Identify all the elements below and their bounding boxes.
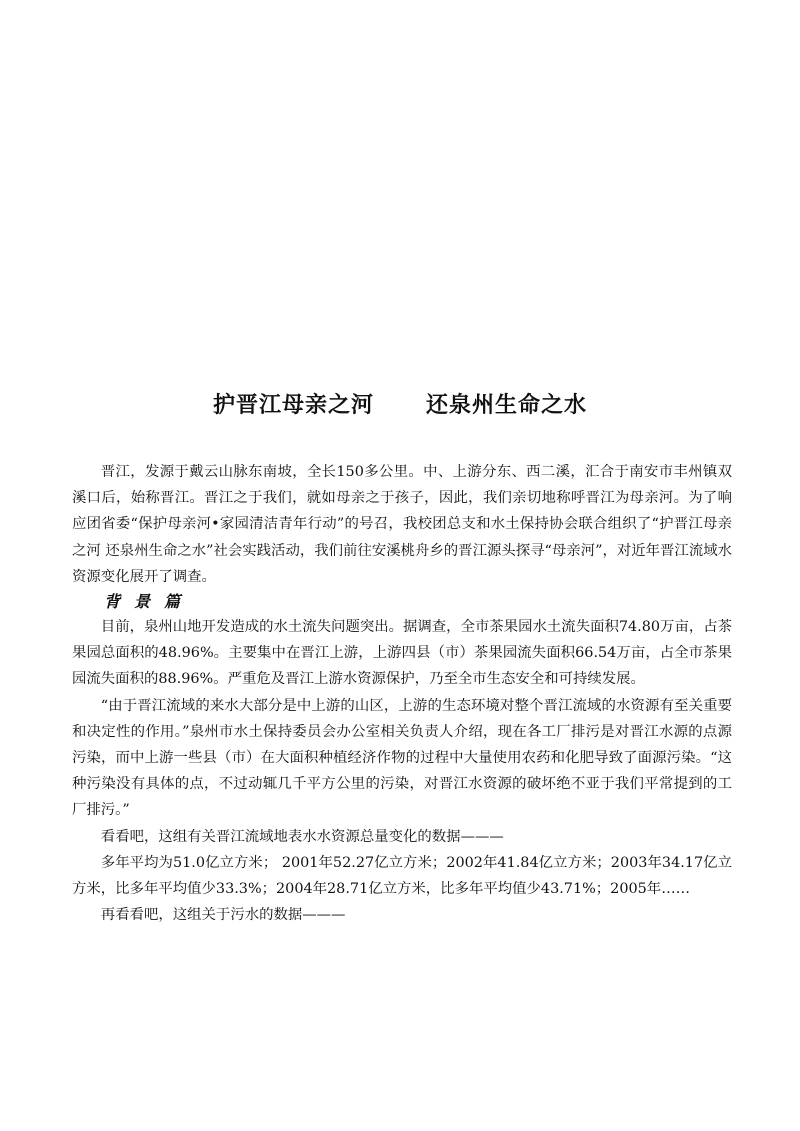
document-title: 护晋江母亲之河 还泉州生命之水 xyxy=(213,393,587,418)
paragraph-sewage-intro: 再看看吧，这组关于污水的数据——— xyxy=(100,907,346,924)
paragraph-quote: “由于晋江流域的来水大部分是中上游的山区，上游的生态环境对整个晋江流域的水资源有至关重要和决定性的作用。”泉州市水土保持委员会办公室相关负责人介绍，现在各工厂排污是对晋江水源的点源污染，而中上游一些县（市）在大面积种植经济作物的过程中大量使用农药和化肥导致了面源污染。“这种污染没有具体的点，不过动辄几千平方公里的污染，对晋江水资源的破坏绝不亚于我们平常提到的工厂排污。” xyxy=(72,697,732,819)
paragraph-water-data: 多年平均为51.0亿立方米； 2001年52.27亿立方米；2002年41.84亿立方米；2003年34.17亿立方米，比多年平均值少33.3%；2004年28.71亿立方米，比多年平均值少43.71%；2005年…… xyxy=(72,854,732,898)
section-heading: 背景篇 xyxy=(104,592,195,612)
intro-paragraph: 晋江，发源于戴云山脉东南坡，全长150多公里。中、上游分东、西二溪，汇合于南安市丰州镇双溪口后，始称晋江。晋江之于我们，就如母亲之于孩子，因此，我们亲切地称呼晋江为母亲河。为了响应团省委“保护母亲河•家园清洁青年行动”的号召，我校团总支和水土保持协会联合组织了“护晋江母亲之河 还泉州生命之水”社会实践活动，我们前往安溪桃舟乡的晋江源头探寻“母亲河”，对近年晋江流域水资源变化展开了调查。 xyxy=(72,464,732,585)
paragraph-erosion: 目前，泉州山地开发造成的水土流失问题突出。据调查，全市茶果园水土流失面积74.80万亩，占茶果园总面积的48.96%。主要集中在晋江上游，上游四县（市）茶果园流失面积66.54万亩，占全市茶果园流失面积的88.96%。严重危及晋江上游水资源保护，乃至全市生态安全和可持续发展。 xyxy=(72,619,733,688)
document-body xyxy=(72,459,732,928)
paragraph-data-intro: 看看吧，这组有关晋江流域地表水水资源总量变化的数据——— xyxy=(100,828,504,845)
